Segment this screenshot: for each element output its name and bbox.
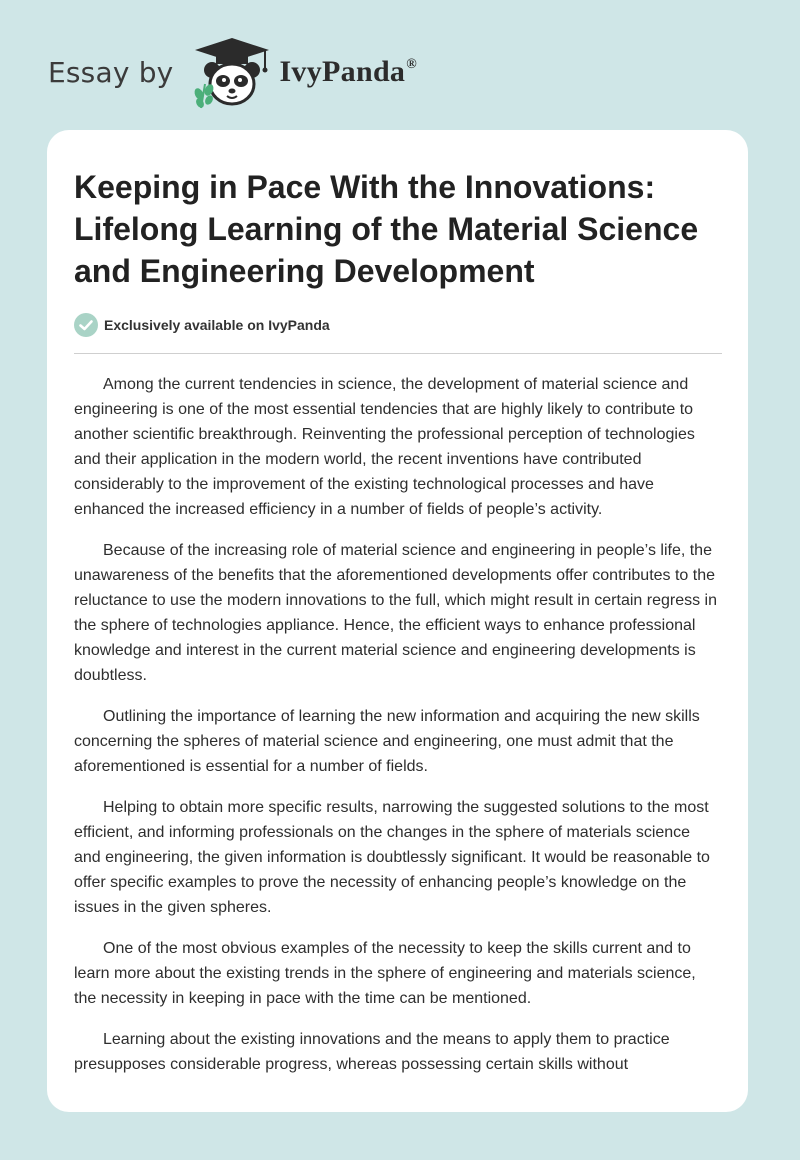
paragraph: Among the current tendencies in science, the development of material science and engineering is one of the most essential tendencies that are highly likely to contribute to another scientific breakthrough. Reinventing the professional perception of technologies and their application in the modern world, the recent inventions have contributed considerably to the improvement of the existing technological processes and have enhanced the increased efficiency in a number of fields of people’s activity. <box>74 376 695 518</box>
panda-graduate-icon <box>189 34 275 110</box>
divider <box>74 353 722 354</box>
paragraph: Outlining the importance of learning the new information and acquiring the new skills concerning the spheres of material science and engineering, one must admit that the aforementioned is essential for a number of fields. <box>74 708 700 775</box>
page-title: Keeping in Pace With the Innovations: Lifelong Learning of the Material Science and Engineering Development <box>74 169 699 289</box>
essay-card <box>47 130 748 1112</box>
exclusive-badge <box>74 312 721 338</box>
paragraph: One of the most obvious examples of the necessity to keep the skills current and to learn more about the existing trends in the sphere of engineering and materials science, the necessity in keeping in pace with the time can be mentioned. <box>74 940 696 1007</box>
essay-body <box>74 372 721 1077</box>
paragraph: Learning about the existing innovations and the means to apply them to practice presupposes considerable progress, whereas possessing certain skills without <box>74 1031 670 1073</box>
paragraph: Helping to obtain more specific results, narrowing the suggested solutions to the most efficient, and informing professionals on the changes in the sphere of materials science and engineering, the given information is doubtlessly significant. It would be reasonable to offer specific examples to prove the necessity of enhancing people’s knowledge on the issues in the given spheres. <box>74 799 710 916</box>
check-circle-icon <box>74 313 98 337</box>
site-header <box>48 34 508 110</box>
brand-name: IvyPanda® <box>279 55 417 88</box>
essay-by-label: Essay by <box>48 55 174 89</box>
registered-mark: ® <box>406 57 417 72</box>
exclusive-badge-label: Exclusively available on IvyPanda <box>104 317 330 333</box>
paragraph: Because of the increasing role of material science and engineering in people’s life, the unawareness of the benefits that the aforementioned developments offer contributes to the reluctance to use the modern innovations to the full, which might result in certain regress in the sphere of technologies appliance. Hence, the efficient ways to enhance professional knowledge and interest in the current material science and engineering developments is doubtless. <box>74 542 717 684</box>
